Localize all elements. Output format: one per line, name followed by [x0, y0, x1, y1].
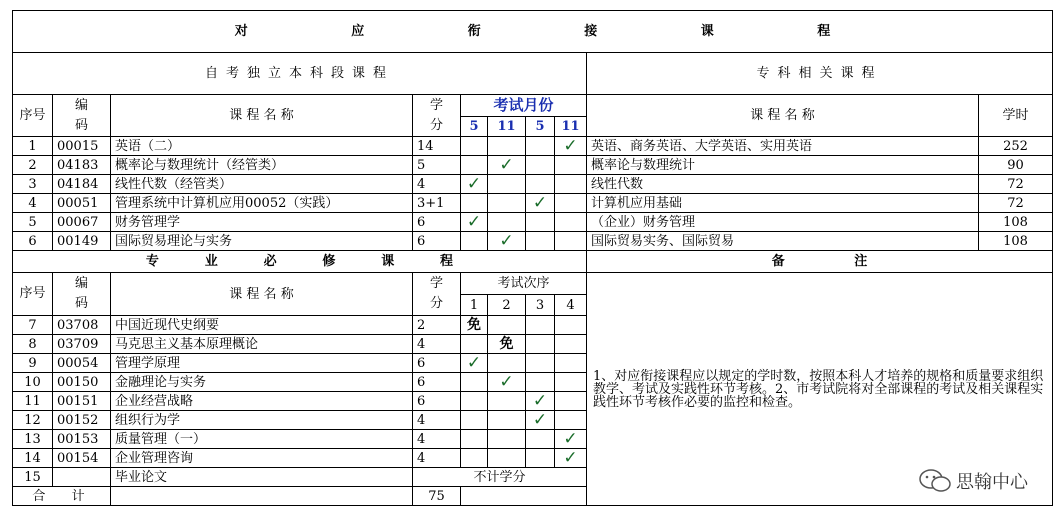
code-header: 编码: [53, 95, 111, 137]
seq-cell: 9: [13, 354, 53, 373]
month-cell: [526, 156, 555, 175]
chat-bubble-icon: [918, 468, 952, 494]
hours-cell: 72: [979, 175, 1053, 194]
course-name-cell: 质量管理（一）: [111, 430, 413, 449]
order-cell: [555, 335, 587, 354]
related-course-cell: 概率论与数理统计: [587, 156, 979, 175]
related-course-cell: 计算机应用基础: [587, 194, 979, 213]
exam-month-header: 考试月份: [461, 95, 587, 117]
exempt-mark: 免: [499, 336, 514, 352]
month-cell: [488, 137, 526, 156]
remarks-text: 1、对应衔接课程应以规定的学时数，按照本科人才培养的规格和质量要求组织教学、考试及实践性环节考核。2、市考试院将对全部课程的考试及相关课程实践性环节考核作必要的监控和检查。: [587, 273, 1053, 506]
code-cell: 00150: [53, 373, 111, 392]
hours-cell: 108: [979, 213, 1053, 232]
header-char: 专: [145, 254, 159, 269]
related-course-cell: 国际贸易实务、国际贸易: [587, 232, 979, 251]
seq-cell: 10: [13, 373, 53, 392]
month-cell: [555, 137, 587, 156]
self-exam-header: 自考独立本科段课程: [13, 53, 587, 95]
order-cell: [461, 373, 488, 392]
course-name-cell: 金融理论与实务: [111, 373, 413, 392]
course-name-cell: 概率论与数理统计（经管类）: [111, 156, 413, 175]
total-blank: [461, 487, 587, 506]
title-char: 接: [584, 24, 598, 39]
month-header: 5: [461, 117, 488, 137]
total-blank: [111, 487, 413, 506]
table-row: [13, 194, 1053, 213]
course-name-cell: 企业经营战略: [111, 392, 413, 411]
check-mark: ✓: [563, 429, 578, 449]
credit-cell: 6: [413, 354, 461, 373]
code-cell: 00015: [53, 137, 111, 156]
month-header: 11: [488, 117, 526, 137]
hours-header: 学时: [979, 95, 1053, 137]
order-cell: [461, 335, 488, 354]
order-cell: [526, 316, 555, 335]
check-mark: ✓: [466, 353, 482, 373]
order-cell: [461, 392, 488, 411]
hours-cell: 72: [979, 194, 1053, 213]
month-cell: [555, 175, 587, 194]
month-cell: [488, 156, 526, 175]
order-cell: [555, 430, 587, 449]
order-cell: [526, 392, 555, 411]
order-cell: [526, 354, 555, 373]
title-char: 衔: [467, 24, 481, 39]
college-header: 专科相关课程: [587, 53, 1053, 95]
credit-cell: 3+1: [413, 194, 461, 213]
hours-cell: 108: [979, 232, 1053, 251]
order-cell: [555, 392, 587, 411]
table-title: [13, 11, 1053, 53]
month-cell: [461, 137, 488, 156]
credit-cell: 6: [413, 392, 461, 411]
order-header: 4: [555, 295, 587, 316]
credit-cell: 6: [413, 232, 461, 251]
right-name-header: 课 程 名 称: [587, 95, 979, 137]
table-row: [13, 156, 1053, 175]
course-name-cell: 英语（二）: [111, 137, 413, 156]
check-mark: ✓: [532, 391, 548, 411]
seq-cell: 15: [13, 468, 53, 487]
total-label: 合 计: [13, 487, 111, 506]
order-cell: [488, 449, 526, 468]
month-cell: [526, 194, 555, 213]
code-cell: 03708: [53, 316, 111, 335]
check-mark: ✓: [499, 231, 514, 251]
course-name-cell: 中国近现代史纲要: [111, 316, 413, 335]
order-cell: [488, 316, 526, 335]
check-mark: ✓: [466, 212, 482, 232]
header-char: 备: [771, 254, 785, 269]
exempt-mark: 免: [467, 317, 481, 333]
code-cell: 00067: [53, 213, 111, 232]
course-name-cell: 国际贸易理论与实务: [111, 232, 413, 251]
month-cell: [526, 137, 555, 156]
hours-cell: 90: [979, 156, 1053, 175]
course-name-cell: 组织行为学: [111, 411, 413, 430]
name-header: 课 程 名 称: [111, 273, 413, 316]
course-name-cell: 线性代数（经管类）: [111, 175, 413, 194]
month-cell: [555, 194, 587, 213]
title-char: 对: [234, 24, 248, 39]
code-cell: 00054: [53, 354, 111, 373]
table-row: [13, 232, 1053, 251]
related-course-cell: 线性代数: [587, 175, 979, 194]
month-cell: [555, 156, 587, 175]
course-name-cell: 财务管理学: [111, 213, 413, 232]
title-char: 应: [351, 24, 365, 39]
month-header: 5: [526, 117, 555, 137]
order-cell: [488, 335, 526, 354]
order-cell: [555, 354, 587, 373]
credit-cell: 4: [413, 175, 461, 194]
order-cell: [526, 373, 555, 392]
seq-cell: 4: [13, 194, 53, 213]
credit-cell: 2: [413, 316, 461, 335]
course-name-cell: 企业管理咨询: [111, 449, 413, 468]
credit-cell: 6: [413, 373, 461, 392]
title-char: 课: [700, 24, 714, 39]
name-header: 课 程 名 称: [111, 95, 413, 137]
seq-cell: 13: [13, 430, 53, 449]
credit-header: 学分: [413, 95, 461, 137]
check-mark: ✓: [499, 155, 514, 175]
order-header: 3: [526, 295, 555, 316]
code-cell: 03709: [53, 335, 111, 354]
code-cell: 00151: [53, 392, 111, 411]
order-cell: [555, 373, 587, 392]
order-cell: [461, 316, 488, 335]
order-cell: [488, 430, 526, 449]
seq-cell: 14: [13, 449, 53, 468]
seq-cell: 6: [13, 232, 53, 251]
order-cell: [488, 411, 526, 430]
seq-cell: 11: [13, 392, 53, 411]
order-cell: [526, 430, 555, 449]
hours-cell: 252: [979, 137, 1053, 156]
month-cell: [526, 175, 555, 194]
credit-cell: 6: [413, 213, 461, 232]
credit-cell: 4: [413, 335, 461, 354]
related-course-cell: （企业）财务管理: [587, 213, 979, 232]
month-cell: [488, 232, 526, 251]
month-cell: [555, 232, 587, 251]
order-cell: [555, 449, 587, 468]
seq-cell: 12: [13, 411, 53, 430]
header-char: 业: [204, 254, 218, 269]
code-cell: 00153: [53, 430, 111, 449]
check-mark: ✓: [563, 136, 578, 156]
course-name-cell: 马克思主义基本原理概论: [111, 335, 413, 354]
month-cell: [526, 232, 555, 251]
required-courses-header: [13, 251, 587, 273]
related-course-cell: 英语、商务英语、大学英语、实用英语: [587, 137, 979, 156]
course-table: [12, 10, 1053, 506]
check-mark: ✓: [532, 410, 548, 430]
watermark-text: 思翰中心: [956, 472, 1028, 493]
watermark: [918, 468, 1028, 494]
order-cell: [461, 449, 488, 468]
header-char: 修: [322, 254, 336, 269]
month-cell: [461, 194, 488, 213]
seq-cell: 2: [13, 156, 53, 175]
table-row: [13, 137, 1053, 156]
credit-header: 学分: [413, 273, 461, 316]
total-value: 75: [413, 487, 461, 506]
seq-cell: 3: [13, 175, 53, 194]
order-cell: [526, 449, 555, 468]
no-credit-note: 不计学分: [413, 468, 587, 487]
check-mark: ✓: [499, 372, 514, 392]
seq-cell: 5: [13, 213, 53, 232]
header-char: 必: [263, 254, 277, 269]
month-cell: [461, 156, 488, 175]
credit-cell: 4: [413, 430, 461, 449]
table-row: [13, 175, 1053, 194]
credit-cell: 4: [413, 411, 461, 430]
seq-header: 序号: [13, 273, 53, 316]
order-cell: [488, 373, 526, 392]
month-cell: [526, 213, 555, 232]
code-header: 编码: [53, 273, 111, 316]
month-cell: [488, 194, 526, 213]
order-cell: [461, 411, 488, 430]
order-cell: [555, 316, 587, 335]
code-cell: [53, 468, 111, 487]
month-cell: [461, 175, 488, 194]
month-header: 11: [555, 117, 587, 137]
header-char: 程: [440, 254, 454, 269]
code-cell: 00149: [53, 232, 111, 251]
credit-cell: 4: [413, 449, 461, 468]
month-cell: [488, 175, 526, 194]
course-name-cell: 管理学原理: [111, 354, 413, 373]
seq-header: 序号: [13, 95, 53, 137]
order-cell: [526, 335, 555, 354]
order-cell: [488, 354, 526, 373]
month-cell: [461, 232, 488, 251]
credit-cell: 14: [413, 137, 461, 156]
check-mark: ✓: [532, 193, 548, 213]
header-char: 课: [381, 254, 395, 269]
check-mark: ✓: [466, 174, 482, 194]
check-mark: ✓: [563, 448, 578, 468]
credit-cell: 5: [413, 156, 461, 175]
header-char: 注: [854, 254, 868, 269]
title-char: 程: [817, 24, 831, 39]
course-name-cell: 管理系统中计算机应用00052（实践）: [111, 194, 413, 213]
table-row: [13, 213, 1053, 232]
order-cell: [555, 411, 587, 430]
course-name-cell: 毕业论文: [111, 468, 413, 487]
code-cell: 00152: [53, 411, 111, 430]
exam-order-header: 考试次序: [461, 273, 587, 295]
code-cell: 00154: [53, 449, 111, 468]
code-cell: 04184: [53, 175, 111, 194]
seq-cell: 1: [13, 137, 53, 156]
order-cell: [461, 430, 488, 449]
code-cell: 00051: [53, 194, 111, 213]
month-cell: [555, 213, 587, 232]
order-header: 2: [488, 295, 526, 316]
month-cell: [461, 213, 488, 232]
code-cell: 04183: [53, 156, 111, 175]
month-cell: [488, 213, 526, 232]
order-cell: [488, 392, 526, 411]
order-cell: [461, 354, 488, 373]
order-cell: [526, 411, 555, 430]
seq-cell: 7: [13, 316, 53, 335]
order-header: 1: [461, 295, 488, 316]
remarks-header: [587, 251, 1053, 273]
seq-cell: 8: [13, 335, 53, 354]
